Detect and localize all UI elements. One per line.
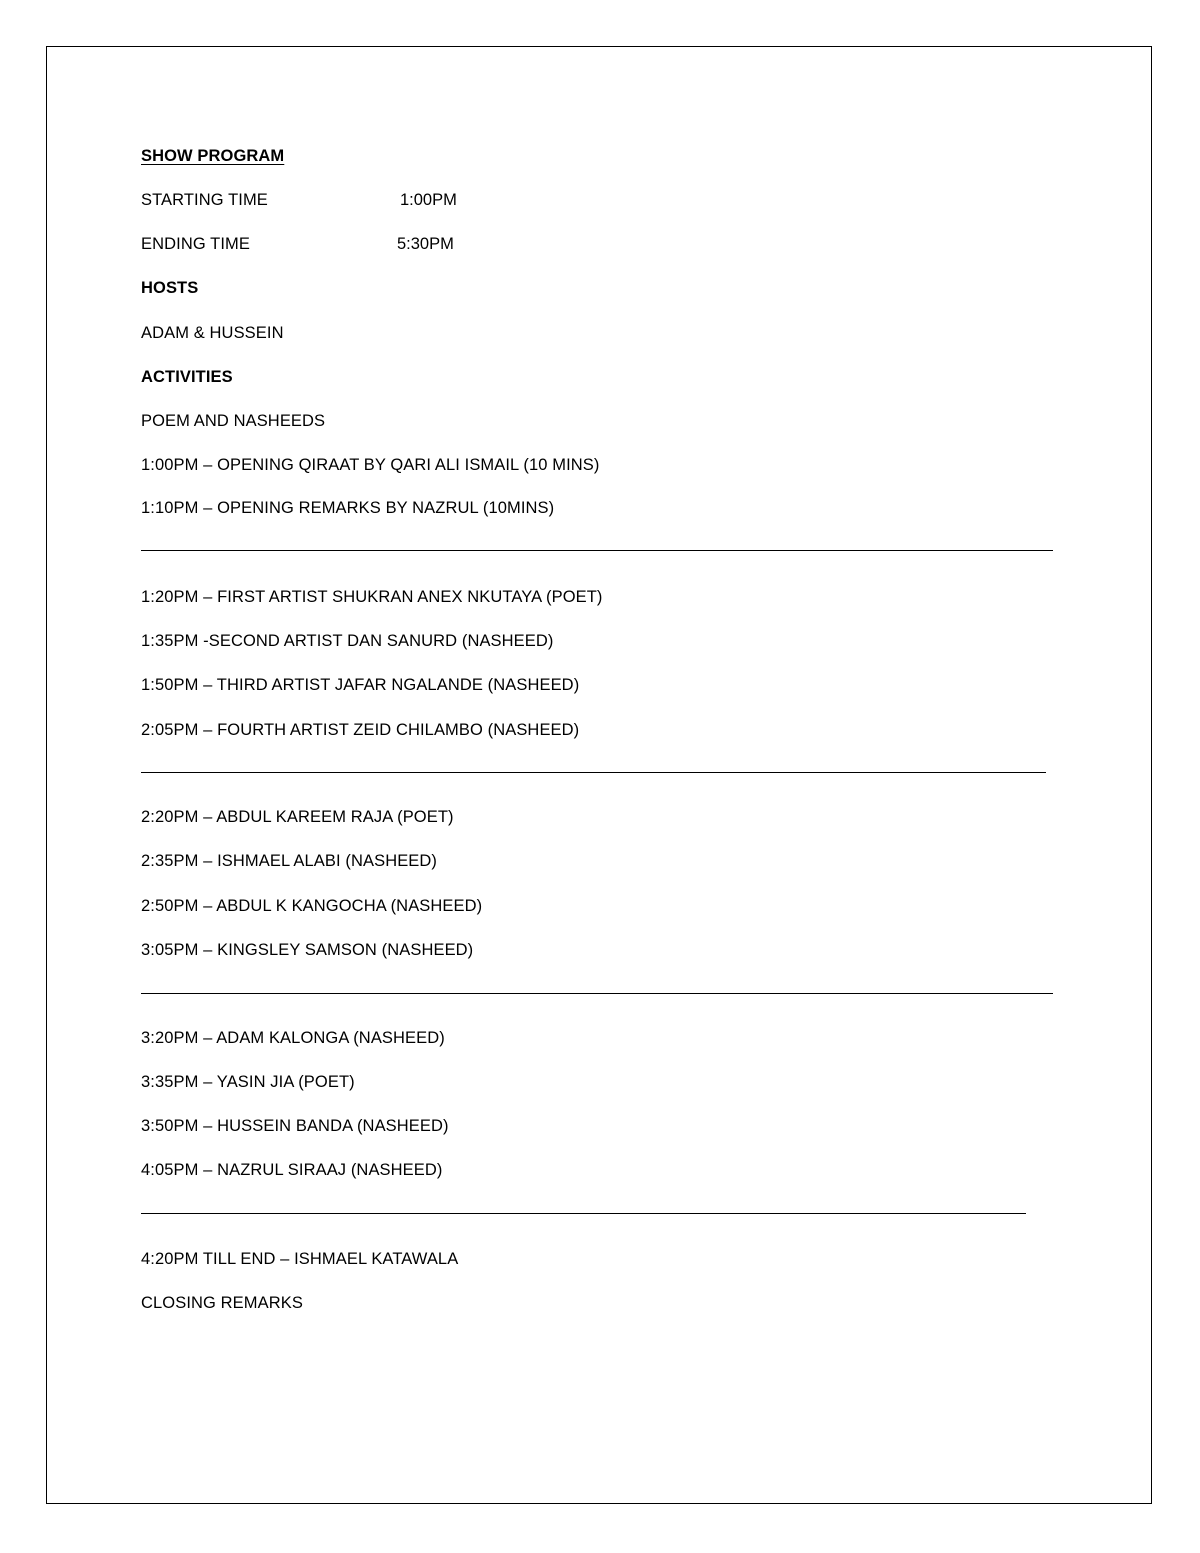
- closing-remarks: CLOSING REMARKS: [141, 1294, 303, 1312]
- page-title: SHOW PROGRAM: [141, 147, 285, 165]
- schedule-item: 1:50PM – THIRD ARTIST JAFAR NGALANDE (NASHEED): [141, 676, 580, 694]
- schedule-item: 1:35PM -SECOND ARTIST DAN SANURD (NASHEED): [141, 632, 554, 650]
- schedule-item: 3:35PM – YASIN JIA (POET): [141, 1073, 355, 1091]
- schedule-item: 3:20PM – ADAM KALONGA (NASHEED): [141, 1029, 445, 1047]
- page-border: [46, 46, 1152, 1504]
- schedule-item: 3:50PM – HUSSEIN BANDA (NASHEED): [141, 1117, 449, 1135]
- ending-time-value: 5:30PM: [397, 235, 454, 253]
- schedule-item: 2:20PM – ABDUL KAREEM RAJA (POET): [141, 808, 454, 826]
- separator-line: [141, 1213, 1026, 1214]
- schedule-item: 1:10PM – OPENING REMARKS BY NAZRUL (10MINS): [141, 499, 555, 517]
- schedule-item: 1:00PM – OPENING QIRAAT BY QARI ALI ISMAIL (10 MINS): [141, 456, 600, 474]
- schedule-item: 3:05PM – KINGSLEY SAMSON (NASHEED): [141, 941, 474, 959]
- activities-subtitle: POEM AND NASHEEDS: [141, 412, 326, 430]
- hosts-names: ADAM & HUSSEIN: [141, 324, 284, 342]
- schedule-item: 2:35PM – ISHMAEL ALABI (NASHEED): [141, 852, 438, 870]
- schedule-item: 4:20PM TILL END – ISHMAEL KATAWALA: [141, 1250, 459, 1268]
- schedule-item: 4:05PM – NAZRUL SIRAAJ (NASHEED): [141, 1161, 443, 1179]
- separator-line: [141, 993, 1053, 994]
- hosts-heading: HOSTS: [141, 279, 199, 297]
- starting-time-label: STARTING TIME: [141, 191, 268, 209]
- ending-time-label: ENDING TIME: [141, 235, 250, 253]
- activities-heading: ACTIVITIES: [141, 368, 233, 386]
- schedule-item: 2:50PM – ABDUL K KANGOCHA (NASHEED): [141, 897, 483, 915]
- starting-time-value: 1:00PM: [400, 191, 457, 209]
- schedule-item: 1:20PM – FIRST ARTIST SHUKRAN ANEX NKUTAYA (POET): [141, 588, 603, 606]
- schedule-item: 2:05PM – FOURTH ARTIST ZEID CHILAMBO (NASHEED): [141, 721, 580, 739]
- separator-line: [141, 550, 1053, 551]
- separator-line: [141, 772, 1046, 773]
